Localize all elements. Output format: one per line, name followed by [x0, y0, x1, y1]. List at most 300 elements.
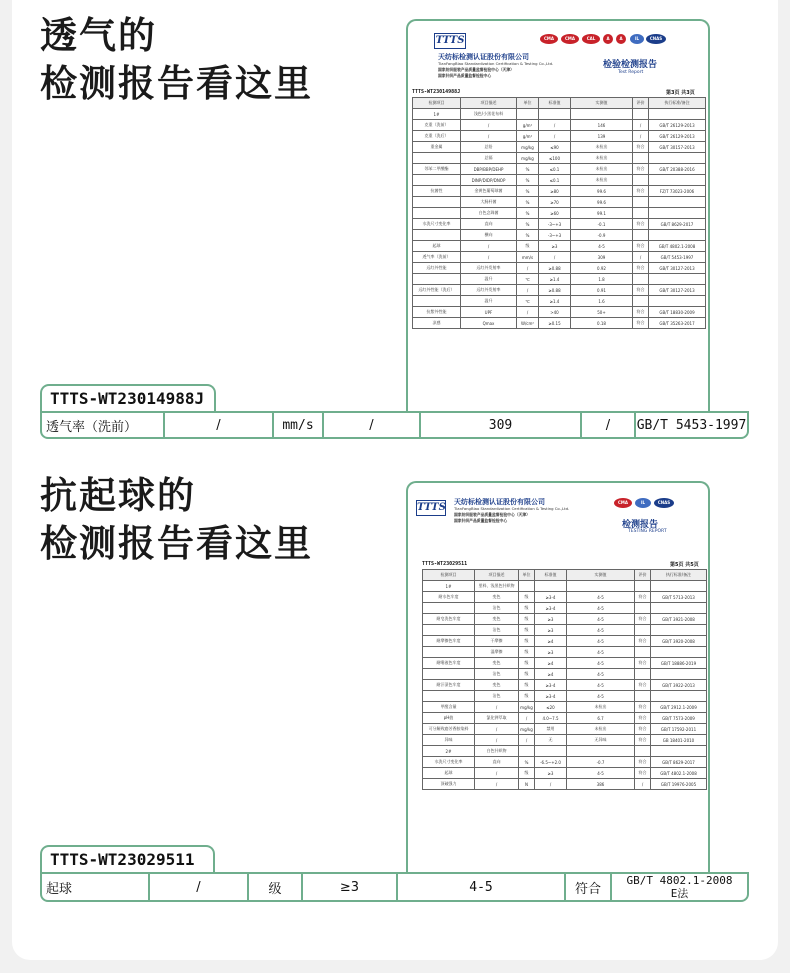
report-table-cell: /: [539, 131, 571, 142]
report-table-row: [413, 153, 706, 164]
report-table-cell: /: [517, 285, 539, 296]
report-table-row: [423, 746, 707, 757]
report-table-row: [413, 186, 706, 197]
report-table-cell: %: [517, 186, 539, 197]
a-badge-icon: A: [616, 34, 626, 44]
report-table-cell: 白色针织物: [475, 746, 519, 757]
report-table-cell: 级: [517, 241, 539, 252]
report-table-cell: 4-5: [571, 241, 633, 252]
report-table-cell: 凉感: [413, 318, 461, 329]
report-table-cell: 符合: [635, 735, 651, 746]
report-table-row: [413, 208, 706, 219]
report-table-cell: [635, 746, 651, 757]
section1-heading-line1: 透气的: [40, 14, 157, 57]
report-table-row: [423, 779, 707, 790]
report-table-cell: ≥3: [535, 614, 567, 625]
report-table-row: [423, 603, 707, 614]
report-table-row: [413, 175, 706, 186]
result-value: 309: [421, 413, 582, 437]
report-table-cell: 温升: [461, 274, 517, 285]
lab-sub-2: 国家针织产品质量监督检验中心: [454, 518, 508, 523]
report-table-cell: ≥0.15: [539, 318, 571, 329]
report-table-cell: ≥3: [535, 768, 567, 779]
report-table-cell: DBP/BBP/DEHP: [461, 164, 517, 175]
test-report-image-1: [406, 19, 710, 411]
report-table-cell: %: [517, 208, 539, 219]
report-table-cell: [567, 746, 635, 757]
result-description: /: [165, 413, 274, 437]
report-table-cell: 符合: [633, 142, 649, 153]
report-table-cell: 未检出: [571, 164, 633, 175]
report-table-cell: 耐唾液色牢度: [423, 658, 475, 669]
report-table-cell: >40: [539, 307, 571, 318]
report-table-cell: [651, 746, 707, 757]
report-table-cell: [535, 746, 567, 757]
result-bar-2: [40, 872, 749, 902]
report-table-cell: 4.0~7.5: [535, 713, 567, 724]
result-evaluation: /: [582, 413, 636, 437]
report-table-cell: 符合: [635, 768, 651, 779]
report-table-cell: 1#: [413, 109, 461, 120]
lab-name-en: TianFangBiao Standardization Certification & Testing Co.,Ltd.: [454, 506, 570, 511]
report-table-cell: 4-5: [567, 658, 635, 669]
report-table-cell: GB/T 30127-2013: [649, 263, 706, 274]
report-table-cell: 4-5: [567, 691, 635, 702]
report-table-cell: 沾色: [475, 669, 519, 680]
report-table-cell: 异味: [423, 735, 475, 746]
report-table-cell: Qmax: [461, 318, 517, 329]
report-table-cell: [651, 581, 707, 592]
report-table-cell: 金黄色葡萄球菌: [461, 186, 517, 197]
report-table-cell: DINP/DIDP/DNOP: [461, 175, 517, 186]
report-table-cell: ≥3-4: [535, 680, 567, 691]
report-table-cell: 0.92: [571, 263, 633, 274]
report-table-cell: 50+: [571, 307, 633, 318]
report-table-cell: [633, 109, 649, 120]
report-table-cell: GB/T 3920-2008: [651, 636, 707, 647]
report-table-cell: ≤100: [539, 153, 571, 164]
report-table-cell: GB/T 30127-2013: [649, 285, 706, 296]
cma-badge-icon: CMA: [561, 34, 579, 44]
report-table-row: [413, 142, 706, 153]
report-table-cell: ≥4: [535, 636, 567, 647]
report-table-cell: 评价: [633, 98, 649, 109]
report-table-cell: 符合: [633, 219, 649, 230]
report-table-cell: 386: [567, 779, 635, 790]
report-page: 第5页 共5页: [670, 562, 699, 568]
report-table-cell: [413, 175, 461, 186]
report-table-cell: [423, 603, 475, 614]
report-table-cell: [649, 153, 706, 164]
report-table-cell: ≤90: [539, 142, 571, 153]
report-table-cell: ≥4: [535, 658, 567, 669]
report-table-cell: ≤0.1: [539, 175, 571, 186]
report-table-row: [413, 252, 706, 263]
report-table-row: [423, 724, 707, 735]
ilac-badge-icon: IL: [630, 34, 644, 44]
report-table-cell: 项目描述: [475, 570, 519, 581]
report-table-cell: [635, 581, 651, 592]
report-table-row: [413, 230, 706, 241]
lab-name: 天纺标检测认证股份有限公司: [438, 53, 529, 61]
report-table-cell: UPF: [461, 307, 517, 318]
report-table-cell: 级: [519, 680, 535, 691]
result-evaluation: 符合: [566, 874, 612, 900]
report-table-cell: 沾色: [475, 603, 519, 614]
report-table-row: [423, 735, 707, 746]
report-table-row: [423, 636, 707, 647]
report-table-cell: 远红外性能（洗后）: [413, 285, 461, 296]
report-table-cell: 变色: [475, 592, 519, 603]
report-table-cell: 1.6: [571, 296, 633, 307]
report-table-row: [423, 647, 707, 658]
report-table-cell: [651, 691, 707, 702]
report-number-tag-2: TTTS-WT23029511: [40, 845, 215, 872]
report-table-cell: 99.6: [571, 197, 633, 208]
report-table-cell: [633, 175, 649, 186]
report-table-cell: [649, 197, 706, 208]
report-table-cell: mg/kg: [517, 142, 539, 153]
report-table-cell: [413, 153, 461, 164]
report-table-cell: 未检出: [567, 702, 635, 713]
report-table-cell: 执行标准/备注: [649, 98, 706, 109]
report-table-cell: 级: [519, 669, 535, 680]
report-table-cell: /: [475, 724, 519, 735]
report-table-cell: 符合: [633, 186, 649, 197]
report-table-cell: 99.1: [571, 208, 633, 219]
a-badge-icon: A: [603, 34, 613, 44]
report-table-cell: -6.5~+2.0: [535, 757, 567, 768]
report-table-cell: 氯化钾萃取: [475, 713, 519, 724]
report-table-row: [423, 702, 707, 713]
report-table-cell: [651, 603, 707, 614]
report-table-cell: [635, 625, 651, 636]
report-table-cell: 符合: [635, 658, 651, 669]
report-table-cell: [635, 669, 651, 680]
report-table-row: [413, 296, 706, 307]
report-table-cell: 2#: [423, 746, 475, 757]
report-table-cell: ≥3: [535, 625, 567, 636]
report-table-cell: 起球: [413, 241, 461, 252]
report-table-cell: 克重（洗后）: [413, 131, 461, 142]
report-table-cell: [423, 625, 475, 636]
report-table-cell: 远红外发射率: [461, 285, 517, 296]
report-table-cell: GB/T 3922-2013: [651, 680, 707, 691]
report-table-cell: [649, 175, 706, 186]
report-table-cell: ≥3-4: [535, 603, 567, 614]
report-table-cell: ℃: [517, 274, 539, 285]
result-description: /: [150, 874, 249, 900]
report-table-row: [423, 713, 707, 724]
report-table-cell: mm/s: [517, 252, 539, 263]
report-table-cell: ≥80: [539, 186, 571, 197]
report-table-cell: [649, 109, 706, 120]
lab-name-en: TianFangBiao Standardization Certification & Testing Co.,Ltd.: [438, 61, 554, 66]
report-table-cell: 沾色: [475, 691, 519, 702]
report-table-row: [413, 164, 706, 175]
report-table-cell: 级: [519, 603, 535, 614]
report-table-cell: 4-5: [567, 603, 635, 614]
cma-badge-icon: CMA: [540, 34, 558, 44]
report-table-cell: [519, 746, 535, 757]
report-table-row: [423, 669, 707, 680]
report-table-cell: /: [535, 779, 567, 790]
report-table-cell: [635, 691, 651, 702]
report-table-cell: 克重（洗前）: [413, 120, 461, 131]
report-table-row: [413, 307, 706, 318]
report-table-cell: 4-5: [567, 647, 635, 658]
report-table-cell: %: [517, 219, 539, 230]
report-table-cell: GB/T 4802.1-2008: [649, 241, 706, 252]
report-table-cell: [571, 109, 633, 120]
report-table-cell: [633, 230, 649, 241]
report-table-cell: ≥4: [535, 669, 567, 680]
report-table-cell: 级: [519, 592, 535, 603]
report-table-cell: 邻苯二甲酸酯: [413, 164, 461, 175]
report-table-row: [413, 318, 706, 329]
report-table-cell: 温升: [461, 296, 517, 307]
report-table-cell: ≥0.88: [539, 285, 571, 296]
report-table-cell: 水洗尺寸变化率: [423, 757, 475, 768]
report-table-cell: /: [475, 768, 519, 779]
report-table-cell: 浅色/小黑花布料: [461, 109, 517, 120]
report-table-cell: 1.8: [571, 274, 633, 285]
report-table-cell: 抗紫外性能: [413, 307, 461, 318]
report-table-row: [423, 691, 707, 702]
report-table-cell: 99.6: [571, 186, 633, 197]
report-table-cell: 符合: [635, 713, 651, 724]
report-table-row: [413, 263, 706, 274]
report-table-cell: GB/T 8629-2017: [651, 757, 707, 768]
section2-heading: [40, 472, 313, 568]
report-table-cell: GB/T 4802.1-2008: [651, 768, 707, 779]
report-table-cell: GB/T 26129-2013: [649, 131, 706, 142]
report-table-cell: 符合: [635, 592, 651, 603]
report-table-cell: %: [519, 757, 535, 768]
report-table-cell: /: [633, 120, 649, 131]
report-table-cell: 级: [519, 691, 535, 702]
report-table-cell: 级: [519, 658, 535, 669]
report-table-header: [413, 98, 706, 109]
report-table-cell: g/m²: [517, 131, 539, 142]
report-table-cell: ≥3: [535, 647, 567, 658]
report-number: TTTS-WT23029511: [422, 561, 468, 567]
report-table-cell: GB/T 18886-2019: [651, 658, 707, 669]
report-table-cell: 水洗尺寸变化率: [413, 219, 461, 230]
result-method: [612, 874, 747, 900]
report-table-cell: 级: [519, 625, 535, 636]
report-table-cell: GB/T 7573-2009: [651, 713, 707, 724]
report-table-cell: 符合: [635, 724, 651, 735]
report-table-cell: -3~+3: [539, 230, 571, 241]
result-item: 透气率（洗前）: [42, 413, 165, 437]
result-unit: mm/s: [274, 413, 324, 437]
result-bar-1: [40, 411, 749, 439]
report-table-cell: 0.18: [571, 318, 633, 329]
report-table-cell: 6.7: [567, 713, 635, 724]
result-value: 4-5: [398, 874, 566, 900]
report-table-cell: 横向: [461, 230, 517, 241]
report-table-cell: /: [633, 131, 649, 142]
report-table-cell: ≥3-4: [535, 691, 567, 702]
report-table-row: [413, 109, 706, 120]
report-table-row: [423, 757, 707, 768]
result-standard: ≥3: [303, 874, 398, 900]
report-table-cell: 未检出: [571, 142, 633, 153]
report-table-cell: /: [539, 120, 571, 131]
report-table-cell: 总铅: [461, 142, 517, 153]
report-table-cell: 评价: [635, 570, 651, 581]
ttts-logo: TTTS: [434, 33, 466, 49]
result-unit: 级: [249, 874, 303, 900]
report-table-cell: %: [517, 164, 539, 175]
ilac-badge-icon: IL: [635, 498, 651, 508]
report-table-cell: [413, 296, 461, 307]
report-table-cell: 符合: [635, 636, 651, 647]
lab-sub-1: 国家纺织服装产品质量监督检验中心（天津）: [438, 67, 514, 72]
report-table-row: [413, 219, 706, 230]
report-title-en: Test Report: [618, 70, 644, 75]
report-table: [412, 97, 706, 329]
report-table-cell: 透气率（洗前）: [413, 252, 461, 263]
report-table-cell: %: [517, 175, 539, 186]
report-table-cell: [423, 669, 475, 680]
report-table-cell: /: [539, 252, 571, 263]
report-table-cell: 耐水色牢度: [423, 592, 475, 603]
report-table-header: [423, 570, 707, 581]
report-table-cell: [651, 647, 707, 658]
cnas-badge-icon: CNAS: [646, 34, 666, 44]
report-table-cell: GB 18401-2010: [651, 735, 707, 746]
report-table-cell: [413, 230, 461, 241]
report-table-cell: GB/T 5713-2013: [651, 592, 707, 603]
report-table-cell: /: [461, 131, 517, 142]
report-table-cell: ≥0.88: [539, 263, 571, 274]
report-table-cell: 级: [519, 614, 535, 625]
report-table-cell: [535, 581, 567, 592]
report-table-cell: /: [635, 779, 651, 790]
report-table-cell: 4-5: [567, 680, 635, 691]
report-table-cell: [519, 581, 535, 592]
report-table-cell: ≥70: [539, 197, 571, 208]
report-table-row: [423, 614, 707, 625]
report-table-cell: ≥1.4: [539, 274, 571, 285]
report-table-cell: 级: [519, 768, 535, 779]
report-table-cell: [635, 647, 651, 658]
report-table-cell: 符合: [635, 702, 651, 713]
lab-name: 天纺标检测认证股份有限公司: [454, 498, 545, 506]
report-table-cell: 139: [571, 131, 633, 142]
report-table-row: [423, 768, 707, 779]
report-table-cell: [635, 603, 651, 614]
report-table-cell: 沾色: [475, 625, 519, 636]
report-table-cell: -3~+3: [539, 219, 571, 230]
report-table-cell: 未检出: [571, 175, 633, 186]
report-table-cell: 4-5: [567, 614, 635, 625]
report-table-cell: N: [519, 779, 535, 790]
result-method-line2: E法: [670, 887, 689, 900]
report-table-cell: 单位: [519, 570, 535, 581]
report-table-cell: [413, 197, 461, 208]
report-table-cell: 可分解致癌芳香胺染料: [423, 724, 475, 735]
report-table-cell: mg/kg: [519, 724, 535, 735]
lab-sub-2: 国家针织产品质量监督检验中心: [438, 73, 492, 78]
report-table-cell: 符合: [635, 757, 651, 768]
report-table-row: [423, 625, 707, 636]
report-table-cell: [649, 208, 706, 219]
section2-heading-line1: 抗起球的: [40, 474, 196, 517]
report-number-tag-1: TTTS-WT23014988J: [40, 384, 216, 411]
report-table-cell: 符合: [633, 318, 649, 329]
report-table-cell: mg/kg: [519, 702, 535, 713]
report-table-cell: 禁用: [535, 724, 567, 735]
report-table-cell: FZ/T 73023-2006: [649, 186, 706, 197]
report-table-cell: 湿摩擦: [475, 647, 519, 658]
report-table-cell: GB/T 3921-2008: [651, 614, 707, 625]
report-table-cell: ≤20: [535, 702, 567, 713]
report-table-cell: GB/T 8629-2017: [649, 219, 706, 230]
report-table-cell: 未检出: [571, 153, 633, 164]
report-table-cell: 级: [519, 636, 535, 647]
report-table-cell: 单位: [517, 98, 539, 109]
report-table-cell: /: [475, 735, 519, 746]
report-table-cell: 检测项目: [423, 570, 475, 581]
report-table-cell: /: [519, 735, 535, 746]
report-table-cell: 146: [571, 120, 633, 131]
report-table-cell: [649, 296, 706, 307]
report-table-cell: 直向: [461, 219, 517, 230]
report-table-cell: 总镉: [461, 153, 517, 164]
report-table-cell: GB/T 30157-2013: [649, 142, 706, 153]
report-table-cell: 甲醛含量: [423, 702, 475, 713]
report-table-cell: 实测值: [567, 570, 635, 581]
report-table-cell: 符合: [633, 241, 649, 252]
report-table-cell: GB/T 18830-2009: [649, 307, 706, 318]
report-table-cell: [633, 274, 649, 285]
report-table-cell: 4-5: [567, 768, 635, 779]
report-table-cell: 直向: [475, 757, 519, 768]
report-table-cell: [413, 274, 461, 285]
report-table-cell: 远红外发射率: [461, 263, 517, 274]
report-table-row: [423, 592, 707, 603]
report-table-cell: 变色: [475, 614, 519, 625]
report-table-cell: 起球: [423, 768, 475, 779]
report-table-cell: [567, 581, 635, 592]
report-table-row: [413, 120, 706, 131]
report-table-cell: ≥3-4: [535, 592, 567, 603]
report-page: 第3页 共3页: [666, 90, 695, 96]
report-table-cell: 4-5: [567, 669, 635, 680]
report-table-cell: /: [475, 702, 519, 713]
report-table-cell: [517, 109, 539, 120]
report-table-cell: 4-5: [567, 592, 635, 603]
report-table-cell: 耐皂洗色牢度: [423, 614, 475, 625]
report-table-cell: ≥3: [539, 241, 571, 252]
report-table-cell: [649, 230, 706, 241]
report-table-cell: 里料、浅黑色针织物: [475, 581, 519, 592]
report-table-cell: 干摩擦: [475, 636, 519, 647]
report-table-cell: GB/T 2912.1-2009: [651, 702, 707, 713]
report-table-row: [413, 274, 706, 285]
report-table-row: [413, 285, 706, 296]
report-table-cell: [413, 208, 461, 219]
report-table-cell: 变色: [475, 680, 519, 691]
report-table-cell: /: [517, 307, 539, 318]
result-method: GB/T 5453-1997: [636, 417, 747, 433]
test-report-image-2: [406, 481, 710, 873]
report-table-cell: GB/T 17592-2011: [651, 724, 707, 735]
report-table-cell: [423, 647, 475, 658]
